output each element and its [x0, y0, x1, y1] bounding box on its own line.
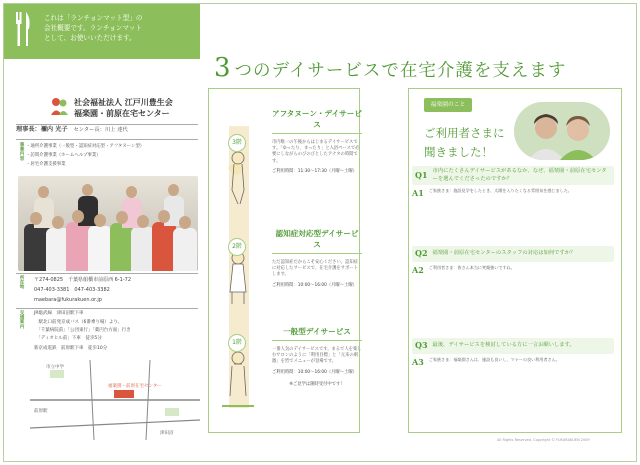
service-title: アフタヌーン・デイサービス	[272, 108, 362, 134]
services-label: 事業内容	[19, 142, 24, 161]
services-block	[16, 142, 198, 174]
service-hours: ご利用時間：10:00～16:00（月曜～土曜）	[272, 282, 357, 288]
question-text: 福楽園・前原在宅センターのスタッフの対応は如何ですか？	[432, 249, 576, 256]
map-label: 前原駅	[34, 409, 48, 414]
service-item: ・通所介護事業（一般型・認知症対応型・アフタヌーン型）	[26, 144, 145, 149]
intro-line: これは「ランチョンマット型」の	[44, 14, 143, 22]
qa-item	[412, 246, 614, 276]
page-headline	[214, 50, 624, 88]
answer-text: ご家族さま：施設見学をしたとき、太陽を入りたくなる雰囲気を感じました。	[428, 188, 572, 194]
answer	[412, 357, 614, 369]
fork-knife-icon	[14, 12, 32, 46]
interview-title-line: ご利用者さまに	[424, 126, 505, 140]
answer-text: ご利用者さま：皆さん本当に笑顔強いですね。	[428, 264, 515, 270]
org-name: 社会福祉法人 江戸川豊生会	[74, 98, 173, 107]
director-name: 理事長：禰内 光子	[16, 126, 68, 133]
email-address[interactable]: maebara@fukurakuen.or.jp	[34, 297, 102, 303]
director-sub: センター長：川上 達代	[73, 127, 128, 133]
map-label: 市立中学	[46, 365, 64, 370]
answer-number: A3	[412, 356, 424, 367]
address-block	[16, 275, 198, 309]
service-hours: ご利用時間：11:30～17:30（月曜～土曜）	[272, 168, 357, 174]
qa-item	[412, 338, 614, 368]
postal-address: 〒274-0825 千葉県船橋市前原西 6-1-72	[34, 277, 131, 283]
copyright: All Rights Reserved. Copyright © FUKURAKUEN 2009	[497, 438, 590, 442]
users-portrait-photo	[514, 102, 610, 160]
traffic-line: 「ディオヒル前」下車 徒歩5分	[34, 336, 102, 341]
traffic-line: JR総武線 津田沼駅下車	[34, 311, 84, 316]
divider	[16, 124, 198, 125]
service-desc: 一番人気のデイサービスです。まるで人を楽しむサロンのように「利用目標」と「元来の刺激」を皆でメニューが登場です。	[272, 347, 362, 365]
answer-text: ご家族さま：福楽園さんは、施設も良いし、マナーの良い利用者さん。	[428, 356, 561, 362]
section-badge: 福楽園のこと	[424, 98, 472, 112]
answer	[412, 188, 614, 200]
director-row	[16, 126, 198, 135]
traffic-line: 新京成電鉄 前原駅下車 徒歩10分	[34, 346, 108, 351]
question-number: Q3	[415, 340, 428, 350]
service-desc: 市内唯一の午後からはじまるデイサービスです。「ゆったり、まったり」と入浴ペースで必要にしながらのびのびとしたアナタの時間です。	[272, 140, 360, 164]
question-text: 最後、デイサービスを検討している方に一言お願いします。	[432, 341, 575, 348]
center-name: 福楽園・前原在宅センター	[74, 109, 170, 118]
intro-line: 会社概要です。ランチョンマット	[44, 23, 142, 32]
divider	[16, 139, 198, 140]
interview-title-line: 聞きました！	[424, 144, 493, 159]
traffic-line: 駅北口前発京成バス（6番乗り場）より、	[34, 320, 123, 325]
headline-text: つのデイサービスで在宅介護を支えます	[234, 61, 567, 81]
answer-number: A1	[412, 188, 424, 199]
map-label: 福楽園・前原在宅センター	[108, 384, 162, 389]
divider	[16, 308, 198, 309]
building-illustration	[208, 108, 270, 428]
service-item: ・訪問介護事業（ホームヘルプ事業）	[26, 153, 101, 158]
staff-group-photo	[18, 176, 198, 271]
question-number: Q2	[415, 248, 428, 258]
address-label: 所在地	[19, 275, 24, 289]
question	[412, 338, 614, 354]
question-text: 市内にたくさんデイサービスがあるなか、なぜ、福楽園・前原在宅センターを選んでくださったのですか？	[432, 168, 607, 182]
phone-fax: 047-403-3381 047-403-3382	[34, 287, 110, 293]
question	[412, 166, 614, 185]
floor-badge: 2階	[228, 238, 246, 256]
traffic-block	[16, 310, 198, 356]
service-item: ・居宅介護支援事業	[26, 162, 66, 167]
service-general	[272, 326, 362, 388]
service-desc: ただ認知症だからこそ安心ください。認知症に対応したサービスで、在宅介護をサポートします。	[272, 260, 358, 278]
floor-badge: 3階	[228, 134, 246, 152]
intro-line: として、お使いいただけます。	[44, 33, 136, 42]
question	[412, 246, 614, 262]
headline-number: 3	[214, 53, 232, 83]
service-hours: ご利用時間：10:00～16:00（月曜～土曜）	[272, 369, 357, 375]
divider	[16, 273, 198, 274]
access-map	[30, 360, 200, 440]
traffic-line: 「千葉病院前」「公団東行」「薬円台方面」行き	[34, 328, 131, 333]
service-afternoon	[272, 108, 362, 175]
map-label: 津田沼	[160, 431, 174, 436]
interview-title	[424, 124, 505, 162]
service-title: 一般型デイサービス	[272, 326, 362, 341]
org-logo-icon	[48, 96, 70, 116]
service-dementia	[272, 228, 362, 289]
floor-badge: 1階	[228, 334, 246, 352]
intro-text	[44, 14, 194, 44]
answer-number: A2	[412, 264, 424, 275]
question-number: Q1	[415, 169, 428, 180]
answer	[412, 265, 614, 277]
traffic-label: 交通案内	[19, 310, 24, 329]
service-title: 認知症対応型デイサービス	[272, 228, 362, 254]
qa-item	[412, 166, 614, 200]
visit-note: ※ご見学は随時受付中です！	[289, 381, 345, 387]
